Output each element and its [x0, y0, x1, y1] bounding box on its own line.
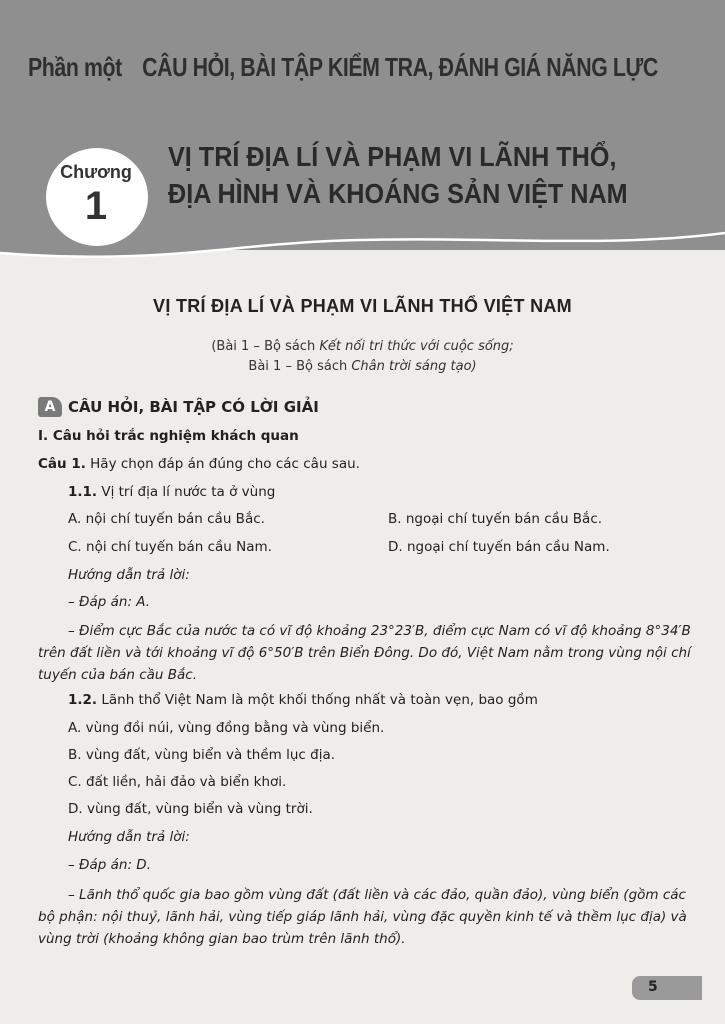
question-1-1-label: 1.1.: [68, 484, 98, 500]
lesson-source-1-prefix: (Bài 1 – Bộ sách: [211, 339, 320, 354]
lesson-source-1-book: Kết nối tri thức với cuộc sống;: [319, 339, 514, 354]
question-1: [38, 456, 360, 472]
option-1-1-c: C. nội chí tuyến bán cầu Nam.: [68, 539, 272, 555]
question-1-1-text: Vị trí địa lí nước ta ở vùng: [97, 484, 276, 500]
explanation-1-1: – Điểm cực Bắc của nước ta có vĩ độ khoảng 23°23′B, điểm cực Nam có vĩ độ khoảng 8°34′B trên đất liền và tới khoảng vĩ độ 6°50′B trên Biển Đông. Do đó, Việt Nam nằm trong vùng nội chí tuyến của bán cầu Bắc.: [38, 623, 691, 683]
part-title: [28, 52, 658, 96]
answer-1-1: – Đáp án: A.: [68, 594, 151, 610]
chapter-badge: [46, 148, 146, 243]
option-1-2-c: C. đất liền, hải đảo và biển khơi.: [68, 774, 287, 790]
question-1-2-text: Lãnh thổ Việt Nam là một khối thống nhất và toàn vẹn, bao gồm: [97, 692, 538, 708]
chapter-number: 1: [84, 184, 108, 228]
option-1-1-d: D. ngoại chí tuyến bán cầu Nam.: [388, 539, 610, 555]
lesson-title: VỊ TRÍ ĐỊA LÍ VÀ PHẠM VI LÃNH THỔ VIỆT NAM: [153, 296, 572, 316]
page-number-tab: [632, 976, 702, 1000]
question-1-2-label: 1.2.: [68, 692, 98, 708]
question-1-1: [68, 484, 275, 500]
section-a-heading: [38, 396, 319, 418]
question-1-text: Hãy chọn đáp án đúng cho các câu sau.: [85, 456, 360, 472]
option-1-2-b: B. vùng đất, vùng biển và thềm lục địa.: [68, 747, 336, 763]
part-label: Phần một: [28, 52, 122, 82]
chapter-title-line1: VỊ TRÍ ĐỊA LÍ VÀ PHẠM VI LÃNH THỔ,: [168, 141, 617, 172]
option-1-1-a: A. nội chí tuyến bán cầu Bắc.: [68, 511, 265, 527]
answer-1-2: – Đáp án: D.: [68, 857, 151, 873]
lesson-source-2-prefix: Bài 1 – Bộ sách: [248, 359, 352, 374]
lesson-source-2: [0, 359, 725, 374]
chapter-word: Chương: [60, 162, 132, 182]
chapter-title-line2: ĐỊA HÌNH VÀ KHOÁNG SẢN VIỆT NAM: [168, 178, 628, 209]
part1-heading: I. Câu hỏi trắc nghiệm khách quan: [38, 428, 299, 444]
guide-1-1: Hướng dẫn trả lời:: [68, 567, 190, 583]
lesson-source-1: [0, 339, 725, 354]
section-a-tag: A: [38, 397, 62, 417]
option-1-2-d: D. vùng đất, vùng biển và vùng trời.: [68, 801, 313, 817]
guide-1-2: Hướng dẫn trả lời:: [68, 829, 190, 845]
chapter-title: [168, 138, 672, 212]
section-a-title: CÂU HỎI, BÀI TẬP CÓ LỜI GIẢI: [68, 398, 319, 416]
page-number: 5: [648, 979, 658, 995]
option-1-1-b: B. ngoại chí tuyến bán cầu Bắc.: [388, 511, 603, 527]
lesson-source-2-book: Chân trời sáng tạo): [351, 359, 477, 374]
option-1-2-a: A. vùng đồi núi, vùng đồng bằng và vùng biển.: [68, 720, 385, 736]
question-1-2: [68, 692, 538, 708]
explanation-1-2: – Lãnh thổ quốc gia bao gồm vùng đất (đất liền và các đảo, quần đảo), vùng biển (gồm các bộ phận: nội thuỷ, lãnh hải, vùng tiếp giáp lãnh hải, vùng đặc quyền kinh tế và thềm lục địa) và vùng trời (khoảng không gian bao trùm trên lãnh thổ).: [38, 887, 687, 947]
question-1-label: Câu 1.: [38, 456, 86, 472]
part-title-text: CÂU HỎI, BÀI TẬP KIỂM TRA, ĐÁNH GIÁ NĂNG LỰC: [142, 52, 658, 82]
